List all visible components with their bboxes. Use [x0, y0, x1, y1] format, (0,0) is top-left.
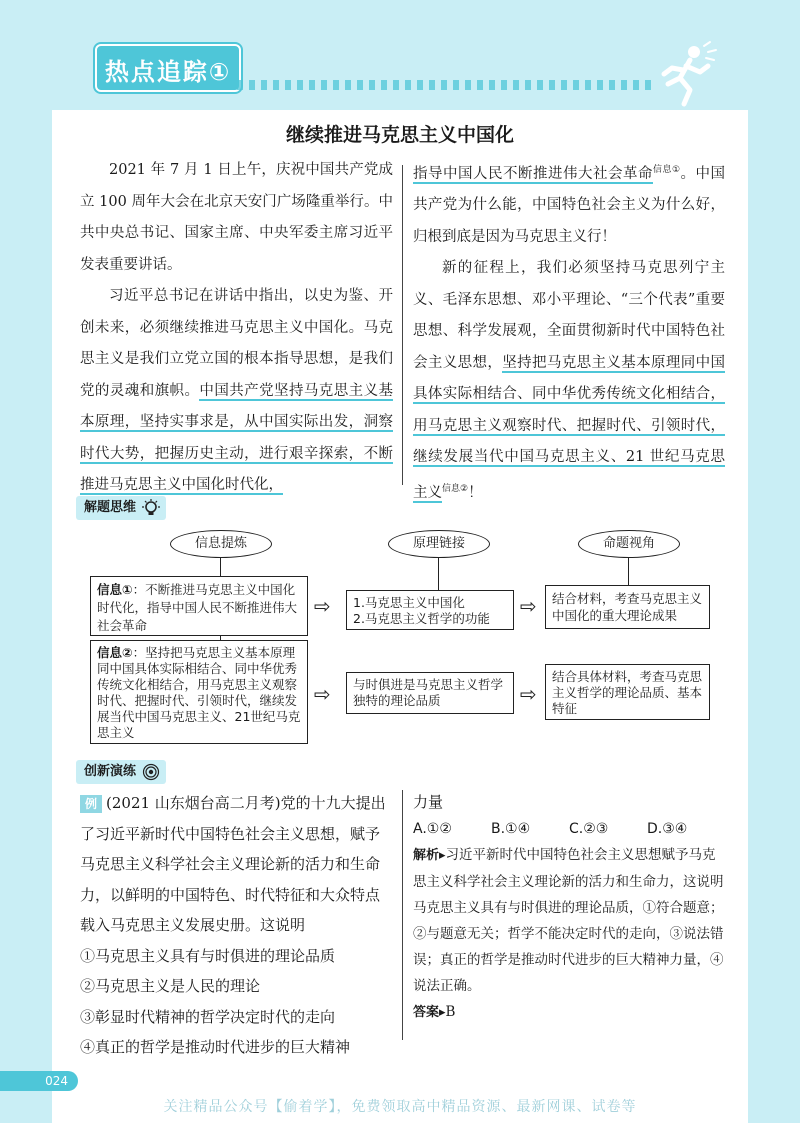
answer-options: [413, 816, 725, 842]
header-info-extraction: 信息提炼: [170, 530, 272, 558]
info-tag: 信息①: [652, 165, 681, 175]
analysis-label: 解析: [413, 848, 440, 863]
info-body: ：坚持把马克思主义基本原理同中国具体实际相结合、同中华优秀传统文化相结合，用马克思主义观察时代、把握时代、引领时代，继续发展当代中国马克思主义、21世纪马克思主义: [97, 645, 301, 740]
principle-box-2: 与时俱进是马克思主义哲学独特的理论品质: [346, 672, 514, 714]
header-dashed-rule: [237, 80, 657, 90]
choice-item: ④真正的哲学是推动时代进步的巨大精神: [80, 1038, 351, 1056]
highlighted-text: 坚持把马克思主义基本原理同中国具体实际相结合、同中华优秀传统文化相结合，用马克思主义观察时代、把握时代、引领时代，继续发展当代中国马克思主义、21 世纪马克思主义: [413, 354, 725, 501]
article-paragraph: [413, 155, 725, 253]
info-head: 信息②: [97, 645, 133, 660]
header-question-angle: 命题视角: [578, 530, 680, 558]
angle-box-2: 结合具体材料，考查马克思主义哲学的理论品质、基本特征: [545, 664, 710, 720]
choice-item: ③彰显时代精神的哲学决定时代的走向: [80, 1007, 336, 1026]
stem-text: (2021 山东烟台高二月考)党的十九大提出了习近平新时代中国特色社会主义思想，赋予马克思主义科学社会主义理论新的活力和生命力，以鲜明的中国特色、时代特征和大众特点载入马克思主义发展史册。这说明: [80, 794, 386, 934]
runner-icon: [650, 40, 720, 110]
choice-item: ①马克思主义具有与时俱进的理论品质: [80, 946, 336, 965]
arrow-icon: ⇨: [520, 594, 537, 618]
principle-box-1: [346, 590, 514, 630]
section-tab-label: 热点追踪①: [104, 58, 232, 86]
info-head: 信息①: [97, 582, 133, 597]
article-paragraph: [80, 155, 393, 281]
right-margin-band: [748, 0, 800, 1123]
info-box-2: [90, 640, 308, 744]
column-divider: [402, 165, 403, 485]
option-b: B.①④: [491, 821, 531, 837]
article-paragraph: [80, 281, 393, 502]
page-number: 024: [0, 1071, 78, 1091]
choice-item-continuation: 力量: [413, 793, 444, 811]
article-right-column: [413, 155, 725, 509]
article-title: 继续推进马克思主义中国化: [285, 124, 514, 146]
answer-label: 答案: [413, 1005, 440, 1020]
connector-line: [438, 557, 439, 590]
left-margin-band: [0, 0, 52, 1123]
footer-note: 关注精品公众号【偷着学】，免费领取高中精品资源、最新网课、试卷等: [163, 1099, 637, 1115]
article-left-column: [80, 155, 393, 502]
triangle-icon: ▸: [439, 1005, 446, 1020]
analysis-section-label: [76, 496, 166, 520]
question-stem: [80, 788, 392, 941]
paragraph-text: 2021 年 7 月 1 日上午，庆祝中国共产党成立 100 周年大会在北京天安门广场隆重举行。中共中央总书记、国家主席、中央军委主席习近平发表重要讲话。: [80, 162, 393, 273]
info-tag: 信息②: [442, 483, 469, 494]
principle-line: 2.马克思主义哲学的功能: [353, 611, 490, 626]
section-label-text: 解题思维: [84, 500, 137, 515]
lightbulb-icon: [142, 499, 160, 517]
section-tab: [95, 44, 241, 92]
option-c: C.②③: [569, 821, 609, 837]
example-badge: 例: [80, 795, 102, 813]
angle-box-1: 结合材料，考查马克思主义中国化的重大理论成果: [545, 585, 710, 629]
info-body: ：不断推进马克思主义中国化时代化，指导中国人民不断推进伟大社会革命: [97, 582, 298, 633]
target-icon: [142, 763, 160, 781]
paragraph-text: 新的征程上，我们必须坚持马克思列宁主义、毛泽东思想、邓小平理论、“三个代表”重要思想、科学发展观，全面贯彻新时代中国特色社会主义思想，: [413, 260, 725, 371]
analysis-text: 习近平新时代中国特色社会主义思想赋予马克思主义科学社会主义理论新的活力和生命力，这说明马克思主义具有与时俱进的理论品质，①符合题意；②与题意无关；哲学不能决定时代的走向，③说法错误；真正的哲学是推动时代进步的巨大精神力量，④说法正确。: [413, 847, 724, 994]
header-principle-link: 原理链接: [388, 530, 490, 558]
connector-line: [628, 557, 629, 585]
arrow-icon: ⇨: [314, 682, 331, 706]
paragraph-text: 习近平总书记在讲话中指出，以史为鉴、开创未来，必须继续推进马克思主义中国化。马克思主义是我们立党立国的根本指导思想，是我们党的灵魂和旗帜。: [80, 288, 393, 399]
paragraph-text: ！: [468, 484, 483, 501]
principle-line: 1.马克思主义中国化: [353, 595, 465, 610]
exercise-section-label: [76, 760, 166, 784]
highlighted-text: 指导中国人民不断推进伟大社会革命: [413, 165, 653, 182]
arrow-icon: ⇨: [520, 682, 537, 706]
paragraph-text: 。中国共产党为什么能，中国特色社会主义为什么好，归根到底是因为马克思主义行！: [413, 165, 726, 245]
exercise-question: [80, 788, 392, 1063]
option-a: A.①②: [413, 821, 452, 837]
answer-block: [413, 999, 725, 1026]
section-label-text: 创新演练: [84, 764, 137, 779]
choice-item: ②马克思主义是人民的理论: [80, 977, 261, 995]
info-box-1: [90, 576, 308, 636]
connector-line: [220, 557, 221, 576]
article-paragraph: [413, 253, 725, 509]
exercise-answer-column: [413, 788, 725, 1026]
answer-value: B: [445, 1004, 456, 1020]
option-d: D.③④: [647, 821, 688, 837]
column-divider: [402, 790, 403, 1040]
highlighted-text: 中国共产党坚持马克思主义基本原理，坚持实事求是，从中国实际出发，洞察时代大势，把握历史主动，进行艰辛探索，不断推进马克思主义中国化时代化，: [80, 382, 394, 493]
triangle-icon: ▸: [439, 848, 446, 863]
arrow-icon: ⇨: [314, 594, 331, 618]
analysis-block: [413, 842, 725, 999]
